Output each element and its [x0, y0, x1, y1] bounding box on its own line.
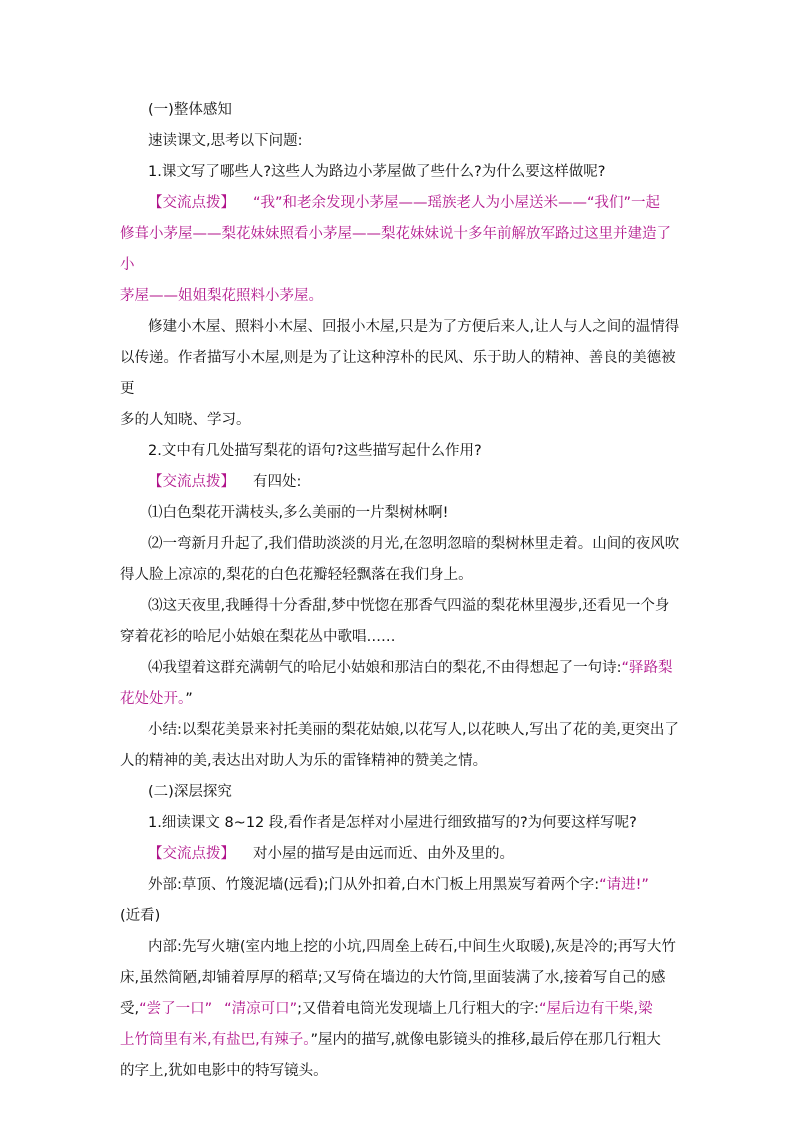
answer-1-para-2-line-2: 以传递。作者描写小木屋,则是为了让这种淳朴的民风、乐于助人的精神、善良的美德被更 [120, 350, 676, 397]
answer-tag: 【交流点拨】 [148, 846, 235, 862]
answer-1-line-1 [120, 188, 684, 219]
answer-3-exterior-line-1 [120, 870, 684, 901]
answer-2-item-3-line-1: ⑶这天夜里,我睡得十分香甜,梦中恍惚在那香气四溢的梨花林里漫步,还看见一个身 [148, 598, 670, 614]
answer-3-exterior-line-2: (近看) [120, 908, 161, 924]
section-1-intro: 速读课文,思考以下问题: [148, 133, 303, 149]
interior-text-b: ;又借着电筒光发现墙上几行粗大的字: [297, 1001, 539, 1017]
exterior-quote: “请进!” [599, 877, 649, 893]
answer-2-item-2-line-2: 得人脸上凉凉的,梨花的白色花瓣轻轻飘落在我们身上。 [120, 567, 473, 583]
interior-quote-2: “清凉可口” [224, 1001, 298, 1017]
interior-quote-3: “屋后边有干柴,梁 [538, 1001, 653, 1017]
section-2-title: (二)深层探究 [148, 784, 232, 800]
answer-3-interior-line-2: 床,虽然简陋,却铺着厚厚的稻草;又写倚在墙边的大竹筒,里面装满了水,接着写自己的感 [120, 970, 666, 986]
answer-2-item-4-line-2 [120, 684, 684, 715]
answer-2-summary-line-2: 人的精神的美,表达出对助人为乐的雷锋精神的赞美之情。 [120, 753, 488, 769]
answer-2-lead [120, 467, 684, 498]
interior-quote-4: 上竹筒里有米,有盐巴,有辣子。 [120, 1032, 311, 1048]
answer-2-item-1: ⑴白色梨花开满枝头,多么美丽的一片梨树林啊! [148, 505, 449, 521]
answer-2-item-4-text: ⑷我望着这群充满朝气的哈尼小姑娘和那洁白的梨花,不由得想起了一句诗: [148, 660, 622, 676]
answer-1-text: “我”和老余发现小茅屋——瑶族老人为小屋送米——“我们”一起 [253, 195, 661, 211]
answer-2-item-3-line-2: 穿着花衫的哈尼小姑娘在梨花丛中歌唱…… [120, 629, 396, 645]
answer-2-item-4-line-1 [120, 653, 684, 684]
interior-text-a: 受, [120, 1001, 140, 1017]
interior-quote-1: “尝了一口” [139, 1001, 213, 1017]
section-1-title: (一)整体感知 [148, 102, 232, 118]
answer-tag: 【交流点拨】 [148, 195, 235, 211]
answer-3-interior-line-5: 的字上,犹如电影中的特写镜头。 [120, 1063, 328, 1079]
answer-3-lead [120, 839, 684, 870]
answer-tag: 【交流点拨】 [148, 474, 235, 490]
exterior-text: 外部:草顶、竹篾泥墙(远看);门从外扣着,白木门板上用黑炭写着两个字: [148, 877, 600, 893]
question-1: 1.课文写了哪些人?这些人为路边小茅屋做了些什么?为什么要这样做呢? [148, 164, 606, 180]
answer-2-item-2-line-1: ⑵一弯新月升起了,我们借助淡淡的月光,在忽明忽暗的梨树林里走着。山间的夜风吹 [148, 536, 680, 552]
answer-3-interior-line-1: 内部:先写火塘(室内地上挖的小坑,四周垒上砖石,中间生火取暖),灰是冷的;再写大竹 [148, 939, 676, 955]
answer-2-summary-line-1: 小结:以梨花美景来衬托美丽的梨花姑娘,以花写人,以花映人,写出了花的美,更突出了 [148, 722, 679, 738]
answer-3-interior-line-3 [120, 994, 684, 1025]
answer-2-lead-text: 有四处: [253, 474, 302, 490]
answer-1-line-3: 茅屋——姐姐梨花照料小茅屋。 [120, 288, 323, 304]
answer-3-interior-line-4 [120, 1025, 684, 1056]
answer-1-para-2-line-3: 多的人知晓、学习。 [120, 412, 251, 428]
poem-quote-end: 花处处开。 [120, 691, 186, 707]
poem-quote: “驿路梨 [621, 660, 673, 676]
question-2: 2.文中有几处描写梨花的语句?这些描写起什么作用? [148, 443, 482, 459]
poem-quote-close: ” [185, 691, 193, 707]
answer-1-line-2: 修葺小茅屋——梨花妹妹照看小茅屋——梨花妹妹说十多年前解放军路过这里并建造了小 [120, 226, 671, 273]
interior-text-c: ”屋内的描写,就像电影镜头的推移,最后停在那几行粗大 [310, 1032, 661, 1048]
answer-3-lead-text: 对小屋的描写是由远而近、由外及里的。 [253, 846, 514, 862]
answer-1-para-2-line-1: 修建小木屋、照料小木屋、回报小木屋,只是为了方便后来人,让人与人之间的温情得 [148, 319, 680, 335]
question-3: 1.细读课文 8~12 段,看作者是怎样对小屋进行细致描写的?为何要这样写呢? [148, 815, 637, 831]
